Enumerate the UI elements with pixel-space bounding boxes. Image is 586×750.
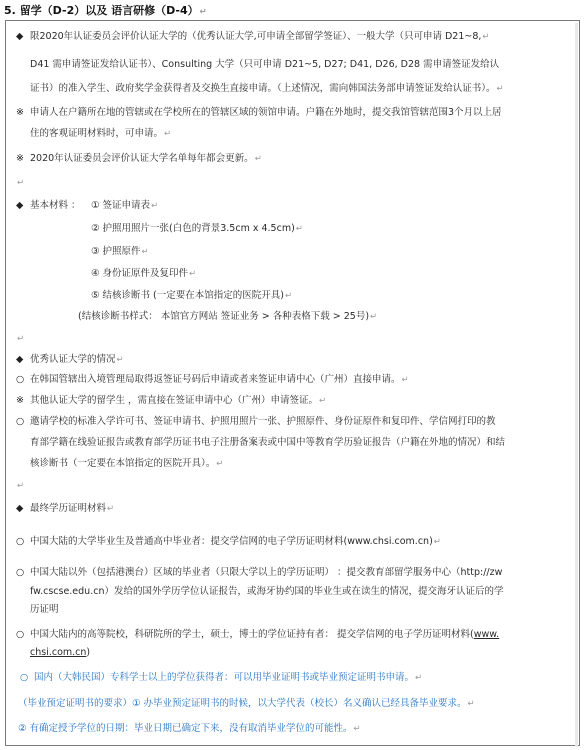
circle-icon: ○ <box>16 629 25 640</box>
list-item: ※ 其他认证大学的留学生 ，需直接在签证申请中心（广州）申请签证。↵ <box>16 395 327 406</box>
list-item: ② 护照用照片一张(白色的背景3.5cm x 4.5cm)↵ <box>91 223 303 234</box>
list-item: ※ 2020年认证委员会评价认证大学名单每年都会更新。↵ <box>16 153 262 164</box>
circle-icon: ○ <box>16 374 25 385</box>
list-item: chsi.com.cn) <box>30 647 91 658</box>
list-item: ○ 中国大陆以外（包括港澳台）区域的毕业者（只限大学以上的学历证明） ：提交教育部留学服务中心（http://zw <box>16 567 503 578</box>
diamond-icon: ◆ <box>16 200 24 211</box>
section-heading: 5. 留学（D-2）以及 语言研修（D-4）↵ <box>4 4 207 17</box>
circle-icon: ○ <box>16 416 25 427</box>
list-item: ※ 申请人在户籍所在地的管辖或在学校所在的管辖区域的领馆申请。户籍在外地时，提交我馆管辖范围3个月以上居 <box>16 107 502 118</box>
circle-icon: ○ <box>16 567 25 578</box>
content-box <box>5 20 580 746</box>
list-item: fw.cscse.edu.cn）发给的国外学历学位认证报告，或海牙协约国的毕业生或在读生的情况，提交海牙认证后的学 <box>30 586 504 597</box>
reference-mark-icon: ※ <box>16 153 24 164</box>
basic-materials-label: ◆ 基本材料 ： <box>16 200 81 211</box>
blank-line: ↵ <box>17 178 25 188</box>
section-number: 5. <box>4 4 16 17</box>
list-item: （毕业预定证明书的要求）① 办毕业预定证明书的时候，以大学代表（校长）名义确认已经具备毕业要求。↵ <box>18 698 475 709</box>
diamond-icon: ◆ <box>16 354 24 365</box>
list-item: ○ 邀请学校的标准入学许可书、签证申请书、护照用照片一张、护照原件、身份证原件和复印件、学信网打印的教 <box>16 416 496 427</box>
list-item: 核诊断书（一定要在本馆指定的医院开具）。↵ <box>30 458 224 469</box>
list-item: ○ 在韩国管辖出入境管理局取得返签证号码后申请或者来签证申请中心（广州）直接申请。↵ <box>16 374 409 385</box>
blank-line: ↵ <box>17 481 25 491</box>
list-item: ⑤ 结核诊断书 (一定要在本馆指定的医院开具)↵ <box>91 290 293 301</box>
list-item: 育部学籍在线验证报告或教育部学历证书电子注册备案表或中国中等教育学历验证报告（户籍在外地的情况）和结 <box>30 437 506 448</box>
chsi-link[interactable]: chsi.com.cn <box>30 647 87 658</box>
list-item: ④ 身份证原件及复印件↵ <box>91 268 197 279</box>
list-item: (结核诊断书样式： 本馆官方网站 签证业务 > 各种表格下载 > 25号)↵ <box>78 311 378 322</box>
circle-icon: ○ <box>16 536 25 547</box>
list-item: ○ 国内（大韩民国）专科学士以上的学位获得者：可以用毕业证明书或毕业预定证明书申请。↵ <box>20 672 423 683</box>
diamond-icon: ◆ <box>16 503 24 514</box>
list-item: 住的客观证明材料时，可申请。↵ <box>30 128 172 139</box>
list-item: ◆ 优秀认证大学的情况↵ <box>16 354 124 365</box>
circle-icon: ○ <box>20 672 29 683</box>
section-title: 留学（D-2）以及 语言研修（D-4） <box>19 4 199 17</box>
list-item: ○ 中国大陆内的高等院校，科研院所的学士，硕士，博士的学位证持有者： 提交学信网的电子学历证明材料(www. <box>16 629 500 640</box>
list-item: ◆ 最终学历证明材料↵ <box>16 503 115 514</box>
diamond-icon: ◆ <box>16 31 24 42</box>
list-item: 证书）的准入学生、政府奖学金获得者及交换生直接申请。（上述情况，需向韩国法务部申请签证发给认证书）。↵ <box>30 83 504 94</box>
reference-mark-icon: ※ <box>16 107 24 118</box>
scrollbar[interactable] <box>575 23 578 747</box>
list-item: ② 有确定授予学位的日期：毕业日期已确定下来，没有取消毕业学位的可能性。↵ <box>18 723 361 734</box>
chsi-link[interactable]: www. <box>473 629 500 640</box>
list-item: ③ 护照原件↵ <box>91 246 149 257</box>
blank-line: ↵ <box>17 334 25 344</box>
list-item: 历证明 <box>30 604 59 615</box>
list-item: ◆ 限2020年认证委员会评价认证大学的（优秀认证大学,可申请全部留学签证）、一般大学（只可申请 D21~8,↵ <box>16 31 490 42</box>
list-item: ① 签证申请表↵ <box>91 200 159 211</box>
reference-mark-icon: ※ <box>16 395 24 406</box>
list-item: D41 需申请签证发给认证书）、Consulting 大学（只可申请 D21~5, D27; D41, D26, D28 需申请签证发给认 <box>30 59 500 70</box>
list-item: ○ 中国大陆的大学毕业生及普通高中毕业者：提交学信网的电子学历证明材料(www.chsi.com.cn)↵ <box>16 536 441 547</box>
